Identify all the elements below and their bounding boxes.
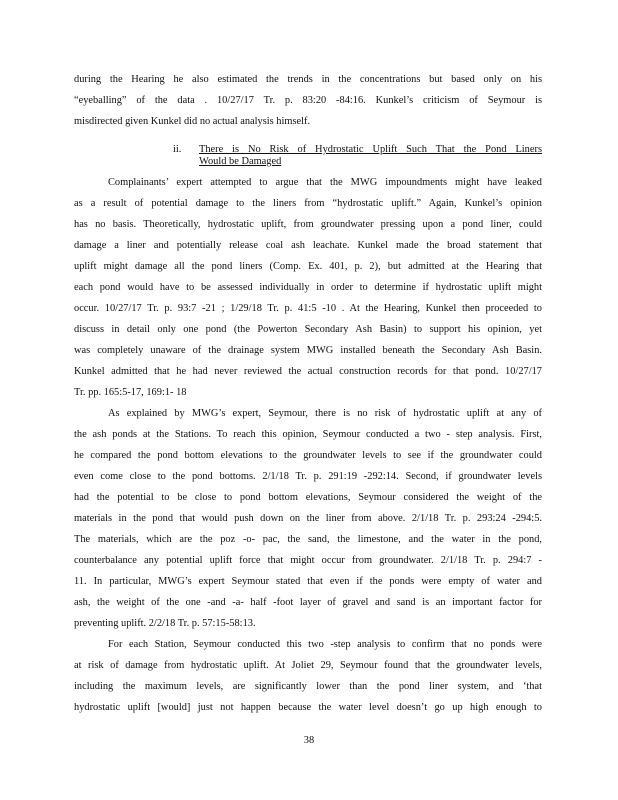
body-text-line: Tr. pp. 165:5-17, 169:1- 18 (74, 387, 187, 398)
body-text-line: Kunkel admitted that he had never reviewed the actual construction records for that pond. 10/27/17 (74, 366, 542, 377)
body-text-line: preventing uplift. 2/2/18 Tr. p. 57:15-58:13. (74, 618, 256, 629)
section-heading: Would be Damaged (199, 156, 282, 167)
body-text-line: as a result of potential damage to the liners from “hydrostatic uplift.” Again, Kunkel’s opinion (74, 198, 542, 209)
body-text-line: he compared the pond bottom elevations to the groundwater levels to see if the groundwater could (74, 450, 542, 461)
body-text-line: hydrostatic uplift [would] just not happen because the water level doesn’t go up high enough to (74, 702, 542, 713)
body-text-line: at risk of damage from hydrostatic uplift. At Joliet 29, Seymour found that the groundwater levels, (74, 660, 542, 671)
body-text-line: Complainants’ expert attempted to argue that the MWG impoundments might have leaked (108, 177, 542, 188)
section-heading-number: ii. (173, 144, 182, 155)
body-text-line: even come close to the pond bottoms. 2/1/18 Tr. p. 291:19 -292:14. Second, if groundwater levels (74, 471, 542, 482)
body-text-line: damage a liner and potentially release coal ash leachate. Kunkel made the broad statement that (74, 240, 542, 251)
body-text-line: The materials, which are the poz -o- pac, the sand, the limestone, and the water in the pond, (74, 534, 542, 545)
body-text-line: As explained by MWG’s expert, Seymour, there is no risk of hydrostatic uplift at any of (108, 408, 542, 419)
body-text-line: has no basis. Theoretically, hydrostatic uplift, from groundwater pressing upon a pond liner, could (74, 219, 542, 230)
page-number: 38 (303, 735, 315, 746)
body-text-line: discuss in detail only one pond (the Powerton Secondary Ash Basin) to support his opinion, yet (74, 324, 542, 335)
body-text-line: had the potential to be close to pond bottom elevations, Seymour considered the weight of the (74, 492, 542, 503)
body-text-line: each pond would have to be assessed individually in order to determine if hydrostatic uplift might (74, 282, 542, 293)
body-text-line: counterbalance any potential uplift force that might occur from groundwater. 2/1/18 Tr. p. 294:7 - (74, 555, 542, 566)
body-text-line: ash, the weight of the one -and -a- half -foot layer of gravel and sand is an important factor for (74, 597, 542, 608)
body-text-line: was completely unaware of the drainage system MWG installed beneath the Secondary Ash Basin. (74, 345, 542, 356)
body-text-line: misdirected given Kunkel did no actual analysis himself. (74, 116, 311, 127)
body-text-line: “eyeballing” of the data . 10/27/17 Tr. p. 83:20 -84:16. Kunkel’s criticism of Seymour is (74, 95, 542, 106)
body-text-line: For each Station, Seymour conducted this two -step analysis to confirm that no ponds were (108, 639, 542, 650)
body-text-line: including the maximum levels, are significantly lower than the pond liner system, and ‘that (74, 681, 542, 692)
body-text-line: uplift might damage all the pond liners (Comp. Ex. 401, p. 2), but admitted at the Hearing that (74, 261, 542, 272)
body-text-line: occur. 10/27/17 Tr. p. 93:7 -21 ; 1/29/18 Tr. p. 41:5 -10 . At the Hearing, Kunkel then proceeded to (74, 303, 542, 314)
body-text-line: materials in the pond that would push down on the liner from above. 2/1/18 Tr. p. 293:24 -294:5. (74, 513, 542, 524)
body-text-line: 11. In particular, MWG’s expert Seymour stated that even if the ponds were empty of water and (74, 576, 542, 587)
body-text-line: during the Hearing he also estimated the trends in the concentrations but based only on his (74, 74, 542, 85)
body-text-line: the ash ponds at the Stations. To reach this opinion, Seymour conducted a two - step analysis. First, (74, 429, 542, 440)
section-heading: There is No Risk of Hydrostatic Uplift Such That the Pond Liners (199, 144, 542, 155)
